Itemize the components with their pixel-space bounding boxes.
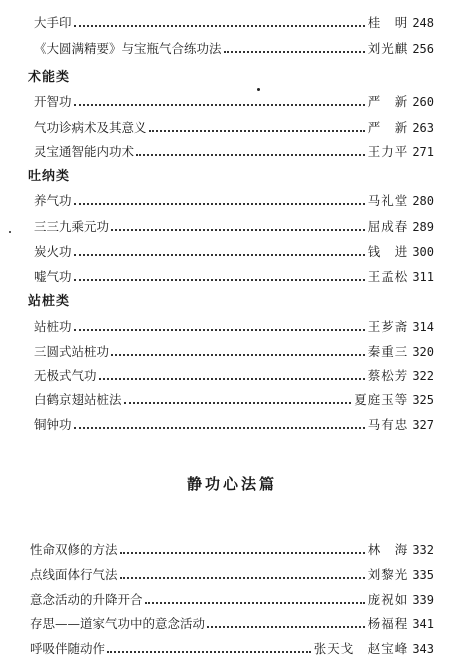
entry-page: 341 [412,617,434,631]
scan-speck [257,88,260,91]
entry-title: 呼吸伴随动作 [30,641,106,656]
entry-page: 280 [412,194,434,208]
entry-author: 庞祝如 [367,592,409,607]
toc-entry [34,413,434,433]
toc-entry [34,37,434,57]
entry-author: 夏庭玉等 [354,392,409,407]
entry-author: 王芗斋 [367,319,409,334]
entry-author: 钱 进 [367,244,409,259]
entry-author: 桂 明 [367,15,409,30]
entry-page: 289 [412,220,434,234]
entry-author: 蔡松芳 [367,368,409,383]
toc-entry [34,265,434,285]
entry-title: 养气功 [34,193,72,208]
entry-page: 311 [412,270,434,284]
entry-page: 327 [412,418,434,432]
category-heading: 吐纳类 [28,169,71,184]
toc-entry [30,588,434,608]
entry-title: 无极式气功 [34,368,97,383]
entry-title: 嘘气功 [34,269,72,284]
entry-page: 325 [412,393,434,407]
leader-dots [74,25,365,27]
leader-dots [136,154,365,156]
entry-title: 开智功 [34,94,72,109]
leader-dots [111,229,365,231]
entry-title: 炭火功 [34,244,72,259]
entry-page: 332 [412,543,434,557]
entry-title: 三三九乘元功 [34,219,110,234]
leader-dots [149,130,365,132]
leader-dots [145,602,365,604]
leader-dots [120,552,365,554]
toc-entry [34,315,434,335]
toc-entry [34,364,434,384]
toc-entry [34,11,434,31]
entry-page: 335 [412,568,434,582]
toc-entry [30,538,434,558]
toc-entry [30,563,434,583]
scan-speck [9,231,11,233]
toc-entry [30,612,434,632]
leader-dots [74,279,365,281]
entry-page: 322 [412,369,434,383]
toc-entry [34,240,434,260]
leader-dots [124,402,352,404]
toc-entry [34,215,434,235]
entry-author: 张天戈 赵宝峰 [313,641,409,656]
entry-title: 气功诊病术及其意义 [34,120,147,135]
entry-author: 马礼堂 [367,193,409,208]
toc-entry [34,140,434,160]
toc-entry [34,388,434,408]
leader-dots [107,651,311,653]
entry-author: 刘光麒 [367,41,409,56]
entry-title: 大手印 [34,15,72,30]
leader-dots [74,203,365,205]
entry-title: 意念活动的升降开合 [30,592,143,607]
entry-page: 339 [412,593,434,607]
entry-page: 314 [412,320,434,334]
entry-author: 严 新 [367,120,409,135]
leader-dots [120,577,365,579]
leader-dots [224,51,365,53]
toc-entry [34,90,434,110]
entry-author: 杨福程 [367,616,409,631]
toc-entry [34,340,434,360]
entry-author: 秦重三 [367,344,409,359]
leader-dots [207,626,365,628]
toc-entry [30,637,434,657]
entry-author: 刘黎光 [367,567,409,582]
entry-title: 性命双修的方法 [30,542,118,557]
entry-author: 马有忠 [367,417,409,432]
entry-author: 屈成春 [367,219,409,234]
entry-author: 严 新 [367,94,409,109]
entry-author: 王孟松 [367,269,409,284]
entry-page: 320 [412,345,434,359]
entry-title: 铜钟功 [34,417,72,432]
leader-dots [74,254,365,256]
entry-page: 271 [412,145,434,159]
leader-dots [74,104,365,106]
leader-dots [99,378,365,380]
entry-title: 存思——道家气功中的意念活动 [30,616,206,631]
toc-entry [34,189,434,209]
leader-dots [111,354,365,356]
leader-dots [74,329,365,331]
entry-page: 263 [412,121,434,135]
entry-title: 《大圆满精要》与宝瓶气合练功法 [34,41,222,56]
section-heading: 静功心法篇 [186,475,277,493]
category-heading: 术能类 [28,70,71,85]
toc-entry [34,116,434,136]
entry-page: 256 [412,42,434,56]
entry-author: 林 海 [367,542,409,557]
entry-page: 343 [412,642,434,656]
entry-author: 王力平 [367,144,409,159]
entry-title: 点线面体行气法 [30,567,118,582]
category-heading: 站桩类 [28,294,71,309]
entry-title: 站桩功 [34,319,72,334]
entry-page: 260 [412,95,434,109]
entry-title: 三圆式站桩功 [34,344,110,359]
entry-page: 248 [412,16,434,30]
entry-title: 灵宝通智能内功术 [34,144,135,159]
entry-page: 300 [412,245,434,259]
entry-title: 白鹤京翅站桩法 [34,392,122,407]
leader-dots [74,427,365,429]
